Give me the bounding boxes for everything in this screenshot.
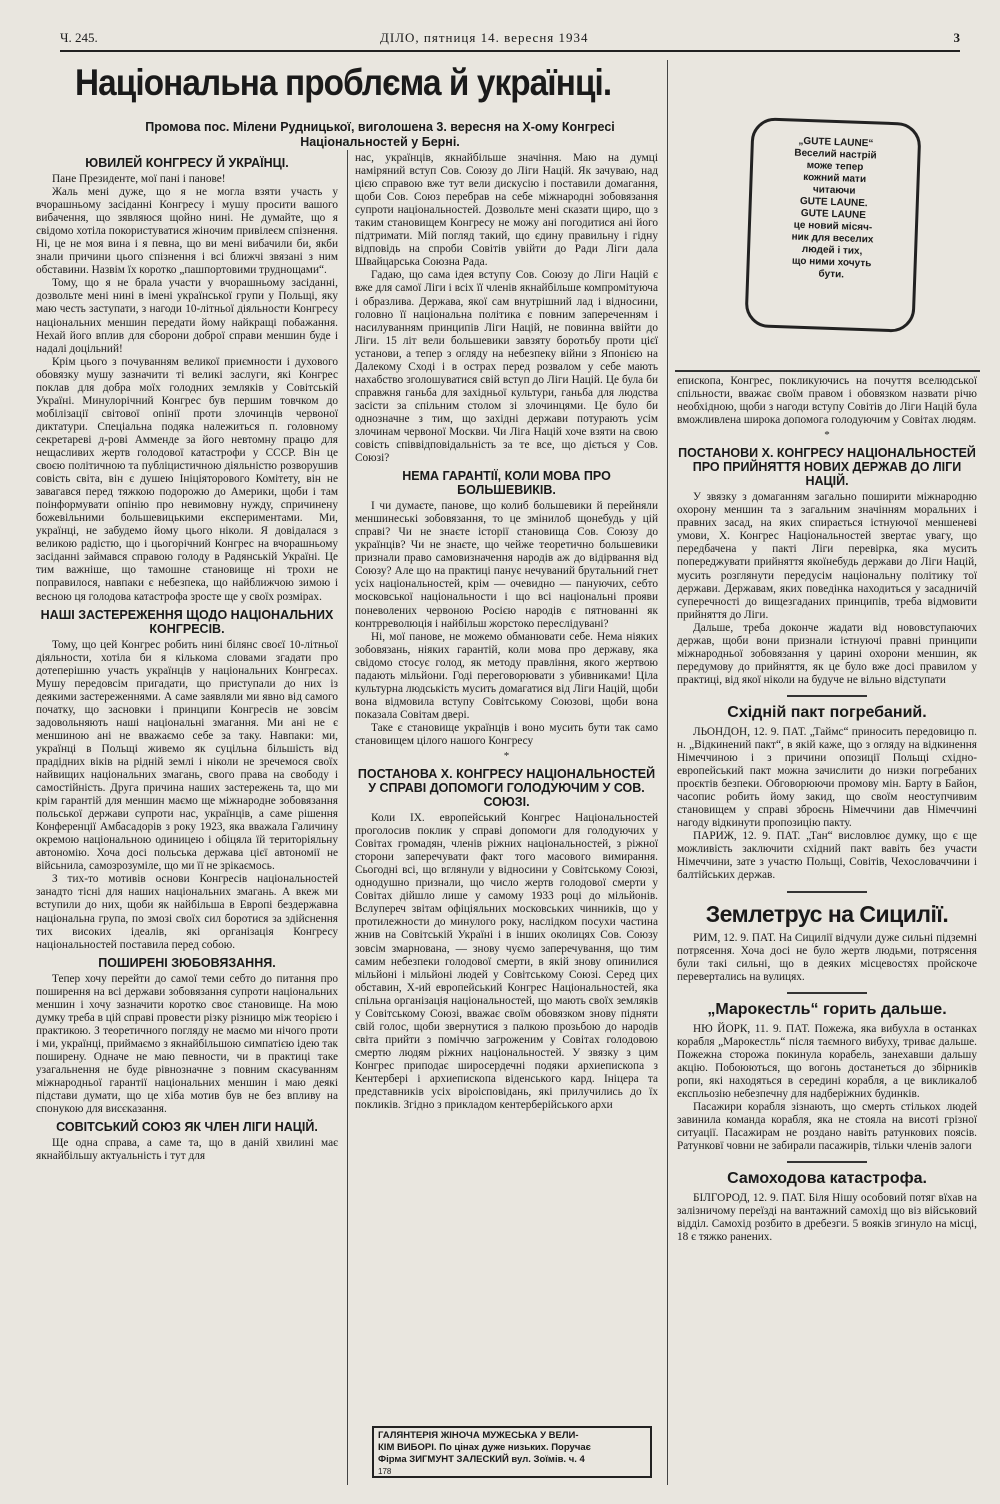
section-heading: ПОСТАНОВИ X. КОНГРЕСУ НАЦІОНАЛЬНОСТЕЙ ПРО ПРИЙНЯТТЯ НОВИХ ДЕРЖАВ ДО ЛІГИ НАЦІЙ. [678,446,976,489]
news-divider [787,1161,867,1163]
ad-text: бути. [818,268,845,281]
gute-laune-advertisement [688,80,970,362]
section-heading: ПОШИРЕНІ ЗЮБОВЯЗАННЯ. [98,955,276,970]
article-subtitle: Промова пос. Мілени Рудницької, виголошена 3. вересня на Х-ому Конгресі Національностей у Берні. [145,120,615,149]
paragraph: Жаль мені дуже, що я не могла взяти участь у вчорашньому засіданні Конгресу і мушу просити вашого вибачення, що зявляюся щойно нині. Не думайте, що я свідомо хотіла покористуватися жіночим привілеєм спізнення. Ні, це не моя вина і я певна, що ви мені вибачили би, якби знали причини цього спізнення і всі ближчі звязані з ним обставини. Назвім їх коротко „пашпортовими труднощами“. [36,186,338,277]
ad-text: кожний мати [802,171,867,186]
news-headline: Самоходова катастрофа. [727,1170,927,1188]
ad-text: GUTE LAUNE. [799,195,868,210]
paragraph: Гадаю, що сама ідея вступу Сов. Союзу до Ліги Націй є вже для самої Ліги і всіх її членів якнайбільше компромітуюча і образлива. Держава, якої сам внутрішний лад і відносини, головно її національна політика є повним запереченням і насилуванням принципів Ліги Націй, не повинна ввійти до Ліги. 15 літ вели большевики завзяту боротьбу проти цієї установи, а тепер з огляду на небезпеку війни з Японією на Далекому Сході і в острах перед розвалом у себе мають нахабство зголошуватися свій вступ до Ліги Націй. Це була би справжня ганьба для західньої культури, ганьба для людства засісти за спільним столом зі злочинцями. Це було би однозначне з тим, що західні держави потурають усім злочинам червоної Москви. Чи Ліга Націй хоче взяти на свою совість співвідповідальність за те все, що діється у Сов. Союзі? [355,269,658,465]
news-headline: Східній пакт погребаний. [727,703,927,721]
paragraph: Ні, мої панове, не можемо обманювати себе. Нема ніяких зобовязань, ніяких гарантій, коли мова про державу, яка свідомо стосує голод, як методу правління, якого жертвою падають мільйони. Годі переговорювати з убивниками! Ціла культурна людськість мусить домагатися від Ліги Націй, щоби вона відмовила вступу Совітському Союзові, щоби вона показала Совітам двері. [355,630,658,721]
ad-text: що ними хочуть [791,255,872,270]
paragraph: І чи думаєте, панове, що колиб большевики й перейняли меншинеські зобовязання, то це змінилоб щонебудь у цій справі? Чи не знаєте історії становища Сов. Союзу до українців? Чи не знаєте, що чейже теоретично большевики признали право самовизначення народів аж до відірвання від Союзу? Але що на практиці панує нечуваний брутальний гнет усіх національностей, крім — очевидно — пануючих, себто московської національности і що всі національні прояви поневолених червоною Росією народів є пятнованні як контрреволюція і найбільш жорстоко переслідувані? [355,500,658,630]
paragraph: ЛЬОНДОН, 12. 9. ПАТ. „Таймс“ приносить передовицю п. н. „Відкинений пакт“, в якій каже, що з огляду на відкинення Німеччиною і з причини опозиції Польщі східно-европейський пакт можна зачислити до низки погребаних проєктів безпеки. Обговорюючи промову мін. Барту в Байон, часопис робить йому закид, що своїм неоступчивим становищем у справі зброєнь Німеччини дав Німеччині нагоду відкинути пропозицію пакту. [677,725,977,830]
ad-frame [744,117,921,333]
column-2 [355,152,658,1422]
column-1 [36,152,338,1482]
ad-code: 178 [378,1467,392,1476]
news-divider [787,695,867,697]
paragraph: НЮ ЙОРК, 11. 9. ПАТ. Пожежа, яка вибухла в останках корабля „Марокестль“ після таємного вибуху, триває дальше. Пожежна сторожа покинула корабель, занехавши дальшу акцію. Побоюються, що вогонь достанеться до збірників ропи, які находяться в середині корабля, а це викликалоб експльозію небезпечну для надберіжних будинків. [677,1022,977,1100]
ad-text: це новий місяч- [793,219,873,234]
section-heading: ПОСТАНОВА X. КОНГРЕСУ НАЦІОНАЛЬНОСТЕЙ У СПРАВІ ДОПОМОГИ ГОЛОДУЮЧИМ У СОВ. СОЮЗІ. [357,767,656,810]
paragraph: БІЛГОРОД, 12. 9. ПАТ. Біля Нішу особовий потяг вїхав на залізничому переїзді на вантажний самохід що віз військовий відділ. Самохід розбито в дребезги. 5 вояків згинуло на місці, 18 є тяжко ранених. [677,1192,977,1244]
section-heading: НЕМА ГАРАНТІЇ, КОЛИ МОВА ПРО БОЛЬШЕВИКІВ. [402,469,611,498]
paragraph: Тому, що я не брала участи у вчорашньому засіданні, дозвольте мені нині в імені української групи у Польщі, яку маю честь заступати, з нагоди 10-літньої діяльности Конгресу національних меншин передати йому найкращі побажання. Нехай його вплив для сборони доброї справи меншин буде і надалі доцільний! [36,277,338,355]
header-rule [60,50,960,52]
paragraph: З тих-то мотивів основи Конгресів національностей занадто тісні для наших національних змагань. А вкеж ми вступили до них, щоби як найбільша в Европі бездержавна національна група, по змозі своїх сил боротися за здійснення тих високих ідеалів, які організація Конгресу національностей поставила перед собою. [36,873,338,951]
paragraph: Пане Президенте, мої пані і панове! [52,173,226,185]
page-header [60,30,960,52]
paragraph: Пасажири корабля зізнають, що смерть стількох людей завинила команда корабля, яка не стояла на висоті грізної ситуації. Пасажирам не роздано навіть ратункових поясів. Ратунковї човни не забирали пасажирів, тільки членів залоги [677,1100,977,1153]
paragraph: Тепер хочу перейти до самої теми себто до питання про поширення на всі держави зобовязання супроти національних меншин і хочу зазначити коротко своє становище. На мою думку треба в цій справі провести різку різницю між теорією і практикою. З теоретичного погляду не маємо ми нічого проти і ми, українці, приймаємо з якнайбільшою симпатією ідею так поширену. Одначе не маю певности, чи в практиці таке узагальнення не буде рівнозначне з повним скасуванням міжнародньої гарантії національних меншин і маю деякі підстави думати, що це хіба мотив був не без впливу на спонукою для висєказання. [36,972,338,1116]
page-number: 3 [953,30,960,45]
paragraph: нас, українців, якнайбільше значіння. Маю на думці наміряний вступ Сов. Союзу до Ліги Націй. Як зачуваю, над цією справою вже тут вели дискусію і поставили домагання, щоби Сов. Союз перебрав на себе міжнародні зобовязання супроти національностей. Дозвольте мені сказати щиро, що з таким становищем Конгресу не можу ані погодитися ані його підтримати. Мій погляд такий, що єдину правильну і гідну відповідь на спроби Совітів увійти до Ради Ліги дала Швайцарська Союзна Рада. [355,152,658,269]
paragraph: Крім цього з почуванням великої приємности і духового обовязку мушу зазначити ті великі заслуги, які Конгрес поклав для добра моїх голодних земляків у Совітській Україні. Минулорічний Конгрес був першим товчком до мобілізації світової опінії проти злочинців червоної диктатури. Спеціальна подяка належиться п. головному секретареві д-рові Амменде за його невтомну працю для нещасливих жертв голодової катастрофи у СССР. Він це своєю політичною та публіцистичною діяльністю розворушив совість світа, він є душею Ініціяторового Комітету, він не завагався перед тяжкою подорожю до Америки, щоби і там поінформувати опінію про невимовну нужду, спричинену божевільними большевицькими експериментами. Ми, українці, не забудемо йому цього ніколи. Я довідалася з великою радістю, що і цьогорічний Конгрес на вчорашньому засіданні займався справою голоду в Радянській Україні. Це тим важніше, що тамошне становище ні трохи не поправилося, навпаки є небезпека, що найближчою зимою і весною ця голодова катастрофа зросте ще у своїх розмірах. [36,355,338,603]
news-headline: Землетрус на Сицилії. [705,900,949,927]
paragraph: Дальше, треба доконче жадати від нововступаючих держав, щоби вони признали істнуючі правні принципи міжнародньої зобовязання у царині охорони меншин, як передумову до прийняття, як це було вже досі правилом у практиці, від якої ніколи на будуче не вільно відступати [677,621,977,686]
ad-text: Веселий настрій [794,147,877,162]
news-divider [787,992,867,994]
paragraph: РИМ, 12. 9. ПАТ. На Сицилії відчули дуже сильні підземні потрясення. Хоча досі не було жертв людьми, потрясення були такі сильні, що в деяких місцевостях пройскоче перевертались на вулицях. [677,931,977,983]
column-3 [677,375,977,1485]
ornament-star: * [503,750,510,763]
issue-number: Ч. 245. [60,30,98,45]
paragraph: У звязку з домаганням загально поширити міжнародню охорону меншин та з загальним значінням моральних і правних засад, на яких спирається істнуючої меншеневі умови, Х. Конгрес Національностей звертає увагу, що передбачена у пакті Ліги перевірка, яка мусить попереджувати прийняття якоїнебудь держави до Ліги Націй, мусить розглянути передусім національну політику тої держави. Державам, яких поведінка находиться у засадничій суперечності до вищезгаданих принципів, треба відмовити прийняття до Ліги. [677,491,977,621]
paragraph: Коли IX. европейський Конгрес Національностей проголосив поклик у справі допомоги для голодуючих у Совітах громадян, членів ріжних національностей, з ріжної сторони заперечувати факт того масового вимирання. Сьогодні всі, що вглянули у відносини у Совітському Союзі, однодушно признали, що число жертв голодової смерти у Совітах дійшло лише у самому 1933 році до мільйонів. Вслупереч звітам офіціяльних московських чинників, що у протилежности до минулого року, наслідком посухи частина жнив на Совітській Україні і в інших околицях Сов. Союзу зовсім змарнована, — знову чуємо заперечування, що тим самим небезпеки голодової смерти, в якій знову опинилися мільйоні і мільйоні людей у Совітському Союзі. Серед цих обставин, Х-ий европейський Конгрес Національностей, яка спільна організація національностей, що мають своїх земляків у Совітському Союзі, вважає своїм обовязком знову підняти свій голос, щоби звернутися з палкою прозьбою до народів світа прийти з поміччю загроженим у Совітах голодовою смертю людям ріжних національностей. У звязку з цим Конгрес приподає широсердечні подяки архиепископа з Кентербері і архиепископа віденського кард. Ініцера та представників усіх віроісповідань, які прилучились до їх покликів. Згідно з прикладом кентерберійського архи [355,812,658,1112]
ad-text: „GUTE LAUNE“ [798,135,874,150]
ad-line: ГАЛЯНТЕРІЯ ЖІНОЧА МУЖЕСЬКА У ВЕЛИ- [378,1430,579,1441]
masthead-date: ДІЛО, пятниця 14. вересня 1934 [380,30,589,45]
paragraph: Ще одна справа, а саме та, що в даній хвилині має якнайбільшу актуальність і тут для [36,1137,338,1163]
ad-text: читаючи [812,184,856,197]
ad-text: може тепер [806,160,864,174]
bottom-advertisement [372,1426,652,1478]
ad-divider [675,370,980,372]
news-divider [787,891,867,893]
paragraph: ПАРИЖ, 12. 9. ПАТ. „Тан“ висловлює думку, що є ще можливість заключити східний пакт вавіть без участи Німеччини, зате з участю Польщі, Совітів, Чехословаччини і балтійських держав. [677,830,977,882]
ad-text: GUTE LAUNE [800,207,867,222]
article-title: Національна проблєма й українці. [75,62,612,103]
section-heading: ЮВИЛЕЙ КОНГРЕСУ Й УКРАЇНЦІ. [85,156,289,170]
section-heading: СОВІТСЬКИЙ СОЮЗ ЯК ЧЛЕН ЛІГИ НАЦІЙ. [56,1120,318,1135]
ornament-star: * [824,429,830,442]
news-headline: „Марокестль“ горить дальше. [707,1000,947,1018]
paragraph: Тому, що цей Конгрес робить нині білянс своєї 10-літньої діяльности, хотіла би я кількома словами згадати про дотеперішню участь українців у національних Конгресах. Мушу передовсім пригадати, що приступали до них із деякими застереженнями. А саме заявляли ми явно від самого початку, що засновки і принципи Конгресів не зовсім задовольняють наші національні змагання. Ми ані не є меншиною ані не вважаємо себе за таку. Навпаки: ми, українці в Польщі живемо як суцільна більшість від прадідних віків на рідній землі і ніколи не зречемося своїх найвищих національних змагань, свого права на свободу і самостійність. Друга причина наших застережень та, що ми крім гарантій для меншин маємо ще міжнародне зобовязання польської держави супроти нас, українців, а саме рішення Конференції Амбасадорів з року 1923, яка вважала Галичину окремою національною одиницею і обіцяла їй територіяльну автономію. Хоча досі польська держава цієї автономії не війсьнила, самозрозуміле, що ми її не зрікаємось. [36,638,338,873]
section-heading: НАШІ ЗАСТЕРЕЖЕННЯ ЩОДО НАЦІОНАЛЬНИХ КОНГРЕСІВ. [40,607,334,636]
ad-text: людей і тих, [801,243,863,258]
column-divider [667,60,668,1485]
ad-line: Фірма ЗИГМУНТ ЗАЛЕСКИЙ вул. Зоїмів. ч. 4 [378,1454,585,1465]
ad-text: ник для веселих [791,231,874,246]
paragraph: Таке є становище українців і воно мусить бути так само становищем цілого нашого Конгресу [355,721,658,747]
column-divider [347,150,348,1485]
paragraph: епископа, Конгрес, покликуючись на почуття вселюдської спільности, вважає своїм правом і обовязком назвати річю необхідною, щоби з нагоди вступу Совітів до Ліги Націй була вможливлена широка допомога голодуючим у Совітах людям. [677,375,977,427]
ad-line: КІМ ВИБОРІ. По цінах дуже низьких. Поручає [378,1442,591,1453]
